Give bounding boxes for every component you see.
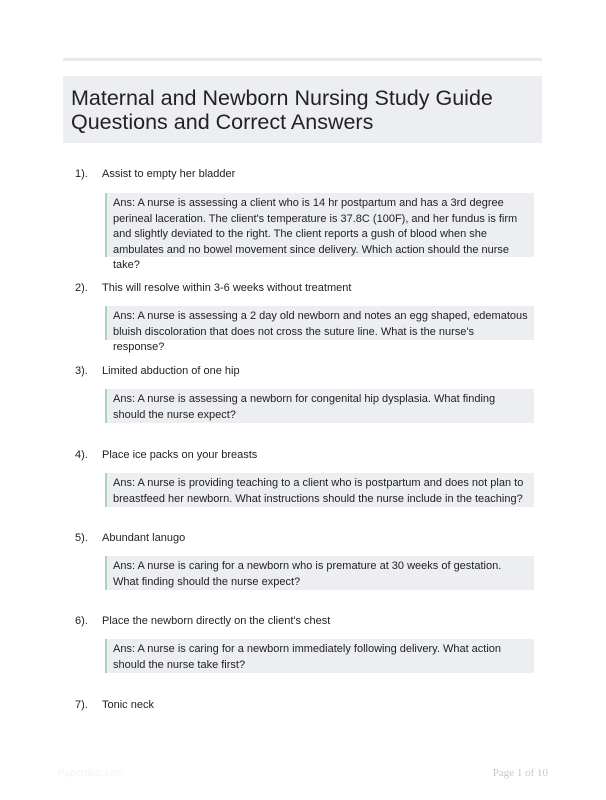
document-title	[71, 86, 534, 134]
question-text: Assist to empty her bladder	[102, 168, 236, 180]
question-text: This will resolve within 3-6 weeks without treatment	[102, 282, 352, 294]
title-line-2: Questions and Correct Answers	[71, 110, 374, 134]
qa-item-2	[75, 281, 545, 353]
qa-item-1	[75, 167, 545, 271]
question-number: 7).	[75, 699, 88, 711]
question-text: Limited abduction of one hip	[102, 365, 240, 377]
answer-box: Ans: A nurse is caring for a newborn who is premature at 30 weeks of gestation. What finding should the nurse expect?	[105, 556, 534, 590]
qa-item-4	[75, 448, 545, 505]
answer-box: Ans: A nurse is assessing a newborn for congenital hip dysplasia. What finding should the nurse expect?	[105, 389, 534, 423]
answer-box: Ans: A nurse is assessing a client who is 14 hr postpartum and has a 3rd degree perineal laceration. The client's temperature is 37.8C (100F), and her fundus is firm and slightly deviated to the right. The client reports a gush of blood when she ambulates and no bowel movement since delivery. Which action should the nurse take?	[105, 193, 534, 257]
question-text: Abundant lanugo	[102, 532, 186, 544]
footer-site-watermark: Papertibic.com	[58, 768, 125, 779]
title-banner	[63, 76, 542, 143]
answer-box: Ans: A nurse is providing teaching to a client who is postpartum and does not plan to breastfeed her newborn. What instructions should the nurse include in the teaching?	[105, 473, 534, 507]
question-text: Place the newborn directly on the client's chest	[102, 615, 331, 627]
answer-box: Ans: A nurse is caring for a newborn immediately following delivery. What action should the nurse take first?	[105, 639, 534, 673]
title-line-1: Maternal and Newborn Nursing Study Guide	[71, 86, 493, 110]
question-number: 2).	[75, 282, 88, 294]
qa-item-3	[75, 364, 545, 421]
top-divider	[63, 58, 542, 61]
qa-item-7	[75, 698, 545, 714]
qa-item-5	[75, 531, 545, 588]
question-text: Place ice packs on your breasts	[102, 449, 258, 461]
question-number: 5).	[75, 532, 88, 544]
answer-box: Ans: A nurse is assessing a 2 day old newborn and notes an egg shaped, edematous bluish discoloration that does not cross the suture line. What is the nurse's response?	[105, 306, 534, 340]
question-number: 1).	[75, 168, 88, 180]
page-number: Page 1 of 10	[492, 767, 548, 779]
question-number: 6).	[75, 615, 88, 627]
question-number: 3).	[75, 365, 88, 377]
question-number: 4).	[75, 449, 88, 461]
question-text: Tonic neck	[102, 699, 154, 711]
qa-item-6	[75, 614, 545, 671]
